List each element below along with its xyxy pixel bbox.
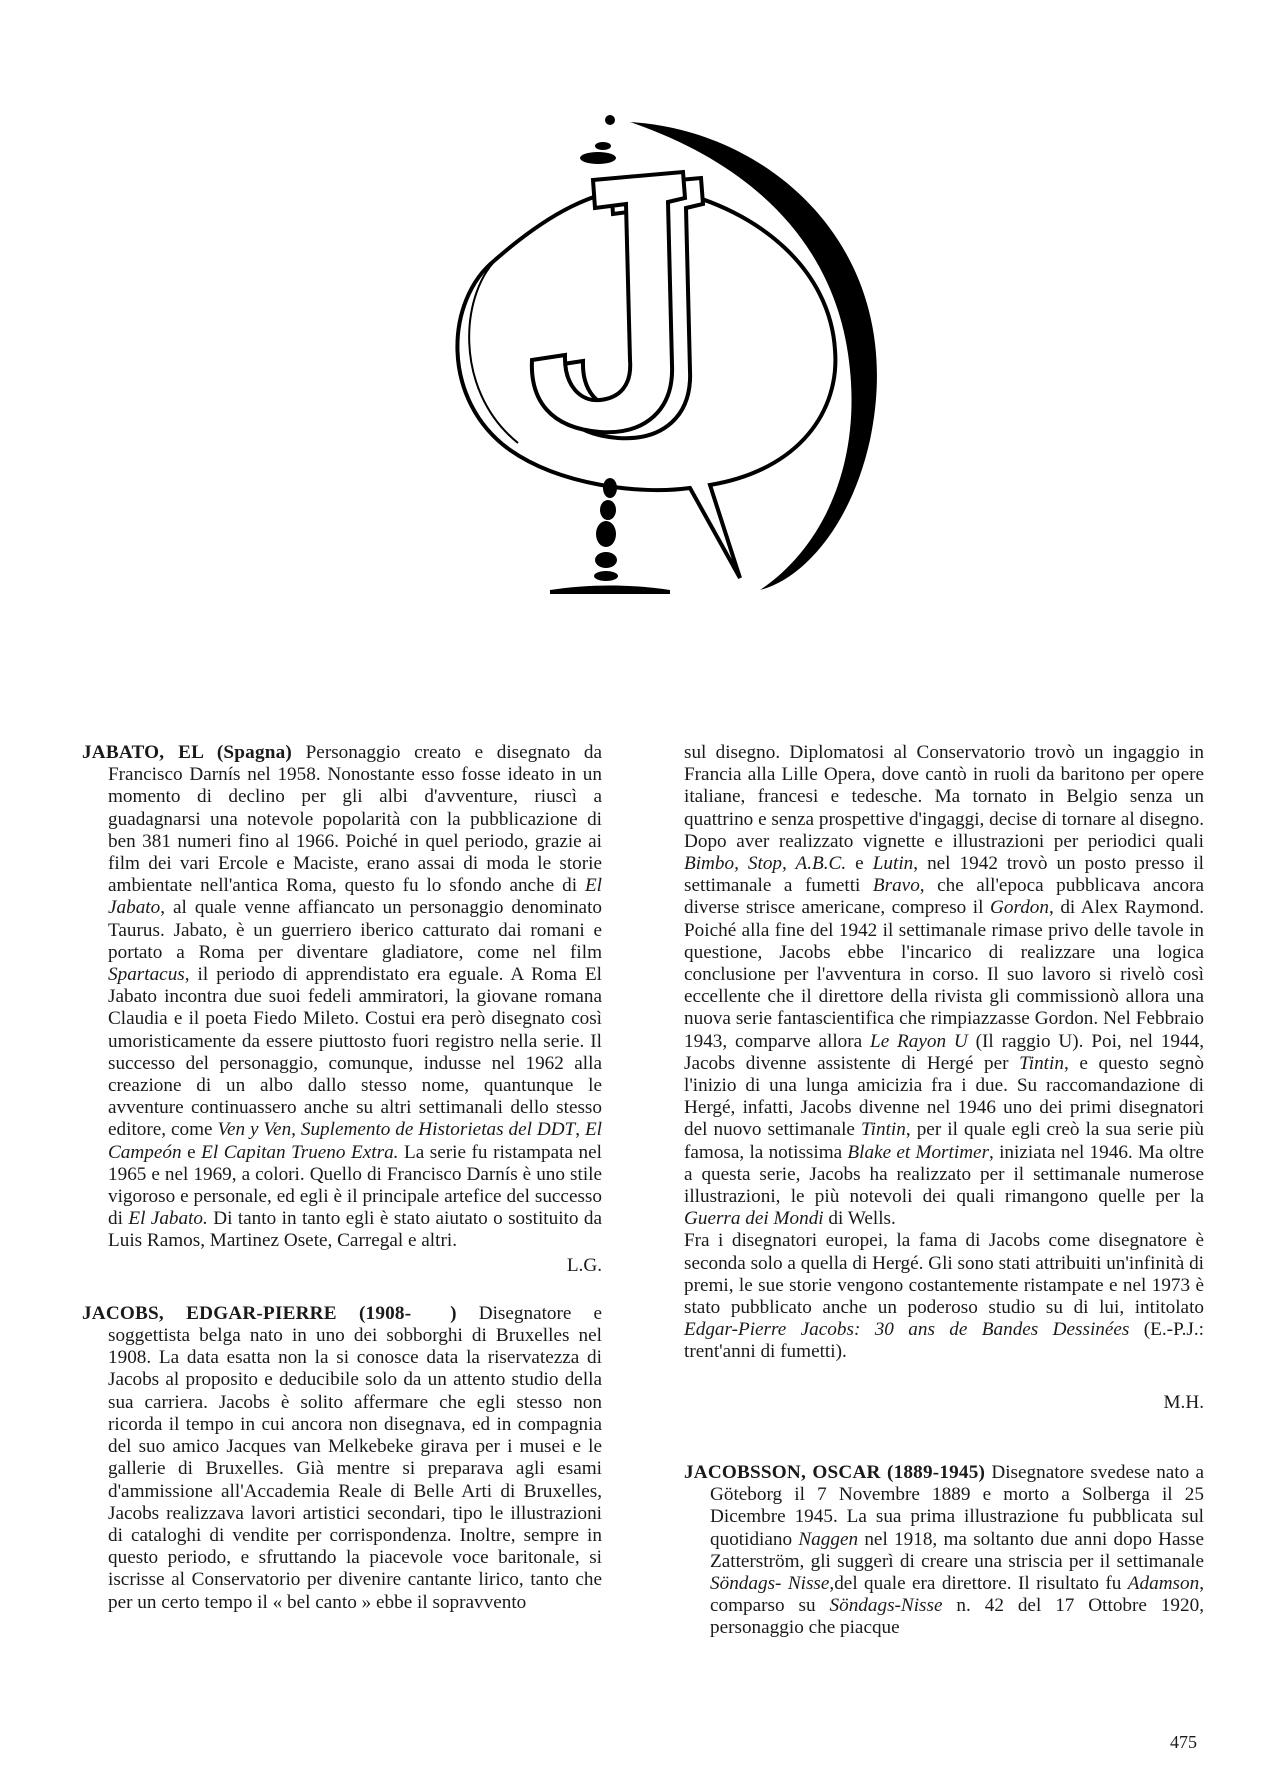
entry-text: Di tanto in tanto egli è stato aiutato o sostituito da Luis Ramos, Martinez Osete, Carregal e altri. <box>108 1208 602 1252</box>
entry-jacobs-continued <box>684 742 1204 1230</box>
page-number: 475 <box>1170 1732 1197 1752</box>
entry-text: , iniziata nel 1946. Ma oltre a questa serie, Jacobs ha realizzato per il settimanale numerose illustrazioni, le più notevoli dei quali rimangono quelle per la <box>684 1141 1204 1208</box>
entry-text: , <box>575 1119 585 1141</box>
entry-text: nel 1918, ma soltanto due anni dopo Hasse Zatterström, gli suggerì di creare una striscia per il settimanale <box>710 1528 1205 1572</box>
entry-text: n. 42 del 17 Ottobre 1920, personaggio che piacque <box>710 1595 1204 1639</box>
entry-text: (E.-P.J.: trent'anni di fumetti). <box>684 1319 1204 1363</box>
entry-text: Personaggio creato e disegnato da Francisco Darnís nel 1958. Nonostante esso fosse ideato in un momento di declino per gli albi d'avventure, riuscì a guadagnarsi una notevole popolarità con la pubblicazione di ben 381 numeri fino al 1966. Poiché in quel periodo, grazie ai film dei vari Ercole e Maciste, erano assai di moda le storie ambientate nell'antica Roma, questo fu lo sfondo anche di <box>108 742 603 897</box>
entry-text: sul disegno. Diplomatosi al Conservatorio trovò un ingaggio in Francia alla Lille Opera, dove cantò in ruoli da baritono per opere italiane, francesi e tedesche. Ma tornato in Belgio senza un quattrino e senza prospettive d'ingaggi, decise di tornare al disegno. Dopo aver realizzato vignette e illustrazioni per periodici quali <box>684 742 1204 852</box>
entry-text: , nel 1942 trovò un posto presso il settimanale a fumetti <box>684 853 1204 897</box>
entry-title-italic: Naggen <box>798 1528 859 1550</box>
entry-text: , per il quale egli creò la sua serie più famosa, la notissima <box>684 1119 1204 1163</box>
entry-title-italic: Bravo <box>872 875 920 897</box>
entry-headword: JACOBS, EDGAR-PIERRE (1908- ) <box>82 1302 457 1324</box>
entry-headword: JABATO, EL (Spagna) <box>82 742 293 763</box>
entry-text: di Wells. <box>823 1208 896 1230</box>
entry-jacobsson <box>684 1462 1204 1640</box>
entry-text: ,del quale era direttore. Il risultato fu <box>829 1572 1128 1594</box>
entry-text: , al quale venne affiancato un personaggio denominato Taurus. Jabato, è un guerriero iberico catturato dai romani e portato a Roma per diventare gladiatore, come nel film <box>108 897 602 963</box>
entry-title-italic: Guerra dei Mondi <box>684 1208 824 1230</box>
entry-jabato <box>82 742 602 1253</box>
entry-text: , e questo segnò l'inizio di una lunga amicizia fra i due. Su raccomandazione di Hergé, infatti, Jacobs divenne nel 1946 uno dei primi disegnatori del nuovo settimanale <box>684 1052 1204 1141</box>
entry-title-italic: Gordon <box>990 897 1049 919</box>
entry-text: Disegnatore svedese nato a Göteborg il 7 Novembre 1889 e morto a Solberga il 25 Dicembre 1945. La sua prima illustrazione fu pubblicata sul quotidiano <box>710 1461 1204 1550</box>
entry-text: , di Alex Raymond. Poiché alla fine del 1942 il settimanale rimase privo delle tavole in questione, Jacobs ebbe l'incarico di realizzare una logica conclusione per l'avventura in corso. Il suo lavoro si rivelò così eccellente che il direttore della rivista gli commissionò allora una nuova serie fantascientifica che rimpiazzasse Gordon. Nel Febbraio 1943, comparve allora <box>684 897 1204 1052</box>
entry-title-italic: Söndags-Nisse <box>829 1595 943 1617</box>
entry-title-italic: Bimbo, Stop, A.B.C. <box>684 853 847 875</box>
entry-jacobs <box>82 1303 602 1614</box>
entry-text: Fra i disegnatori europei, la fama di Jacobs come disegnatore è seconda solo a quella di Hergé. Gli sono stati attribuiti un'infinità di premi, le sue storie vengono costantemente ristampate e nel 1973 è stato pubblicato anche un poderoso studio su di lui, intitolato <box>684 1230 1205 1319</box>
entry-title-italic: El Campeón <box>108 1119 602 1163</box>
speech-bubble-letter-j-icon <box>440 110 920 690</box>
entry-title-italic: Söndags- Nisse <box>710 1572 830 1594</box>
entry-text: La serie fu ristampata nel 1965 e nel 1969, a colori. Quello di Francisco Darnís è uno stile vigoroso e personale, ed egli è il principale artefice del successo di <box>108 1141 602 1230</box>
entry-text: , comparso su <box>710 1572 1205 1617</box>
entry-title-italic: El Capitan Trueno Extra. <box>201 1141 399 1163</box>
entry-text: e <box>846 853 873 875</box>
entry-title-italic: Adamson <box>1127 1572 1200 1594</box>
entry-text: (Il raggio U). Poi, nel 1944, Jacobs divenne assistente di Hergé per <box>684 1030 1205 1074</box>
entry-title-italic: Blake et Mortimer <box>847 1141 990 1163</box>
entry-text: e <box>181 1141 202 1163</box>
entry-title-italic: El Jabato <box>108 875 602 919</box>
entry-title-italic: Edgar-Pierre Jacobs: 30 ans de Bandes Dessinées <box>684 1319 1130 1341</box>
entry-title-italic: Ven y Ven, Suplemento de Historietas del DDT <box>217 1119 576 1141</box>
author-signature: M.H. <box>1163 1391 1204 1413</box>
entry-text: , il periodo di apprendistato era eguale. A Roma El Jabato incontra due suoi fedeli ammiratori, la giovane romana Claudia e il poeta Fiedo Mileto. Costui era però disegnato così umoristicamente da essere piuttosto fuori registro nella serie. Il successo del personaggio, comunque, indusse nel 1962 alla creazione di un albo dallo stesso nome, quantunque le avventure continuassero anche su altri settimanali dello stesso editore, come <box>108 964 602 1141</box>
entry-title-italic: Spartacus <box>108 964 185 986</box>
entry-text: , che all'epoca pubblicava ancora diverse strisce americane, compreso il <box>684 875 1204 919</box>
entry-title-italic: Tintin <box>1019 1052 1064 1074</box>
left-column <box>82 742 602 1614</box>
entry-title-italic: Le Rayon U <box>870 1030 968 1052</box>
entry-jacobs-paragraph-2 <box>684 1230 1204 1363</box>
entry-title-italic: Lutin <box>872 853 914 875</box>
entry-title-italic: El Jabato. <box>128 1208 208 1230</box>
entry-title-italic: Tintin <box>861 1119 906 1141</box>
author-signature: L.G. <box>566 1254 602 1276</box>
right-column <box>684 742 1204 1640</box>
entry-text: Disegnatore e soggettista belga nato in uno dei sobborghi di Bruxelles nel 1908. La data esatta non la si conosce data la riservatezza di Jacobs al proposito e deducibile solo da un attento studio della sua carriera. Jacobs è solito affermare che egli stesso non ricorda il tempo in cui ancora non disegnava, ed in compagnia del suo amico Jacques van Melkebeke girava per i musei e le gallerie di Bruxelles. Già mentre si preparava agli esami d'ammissione all'Accademia Reale di Belle Arti di Bruxelles, Jacobs realizzava lavori artistici secondari, tipo le illustrazioni di cataloghi di vendite per corrispondenza. Inoltre, sempre in questo periodo, e sfruttando la piacevole voce baritonale, si iscrisse al Conservatorio per divenire cantante lirico, tanto che per un certo tempo il « bel canto » ebbe il sopravvento <box>108 1302 602 1613</box>
entry-headword: JACOBSSON, OSCAR (1889-1945) <box>684 1461 986 1483</box>
